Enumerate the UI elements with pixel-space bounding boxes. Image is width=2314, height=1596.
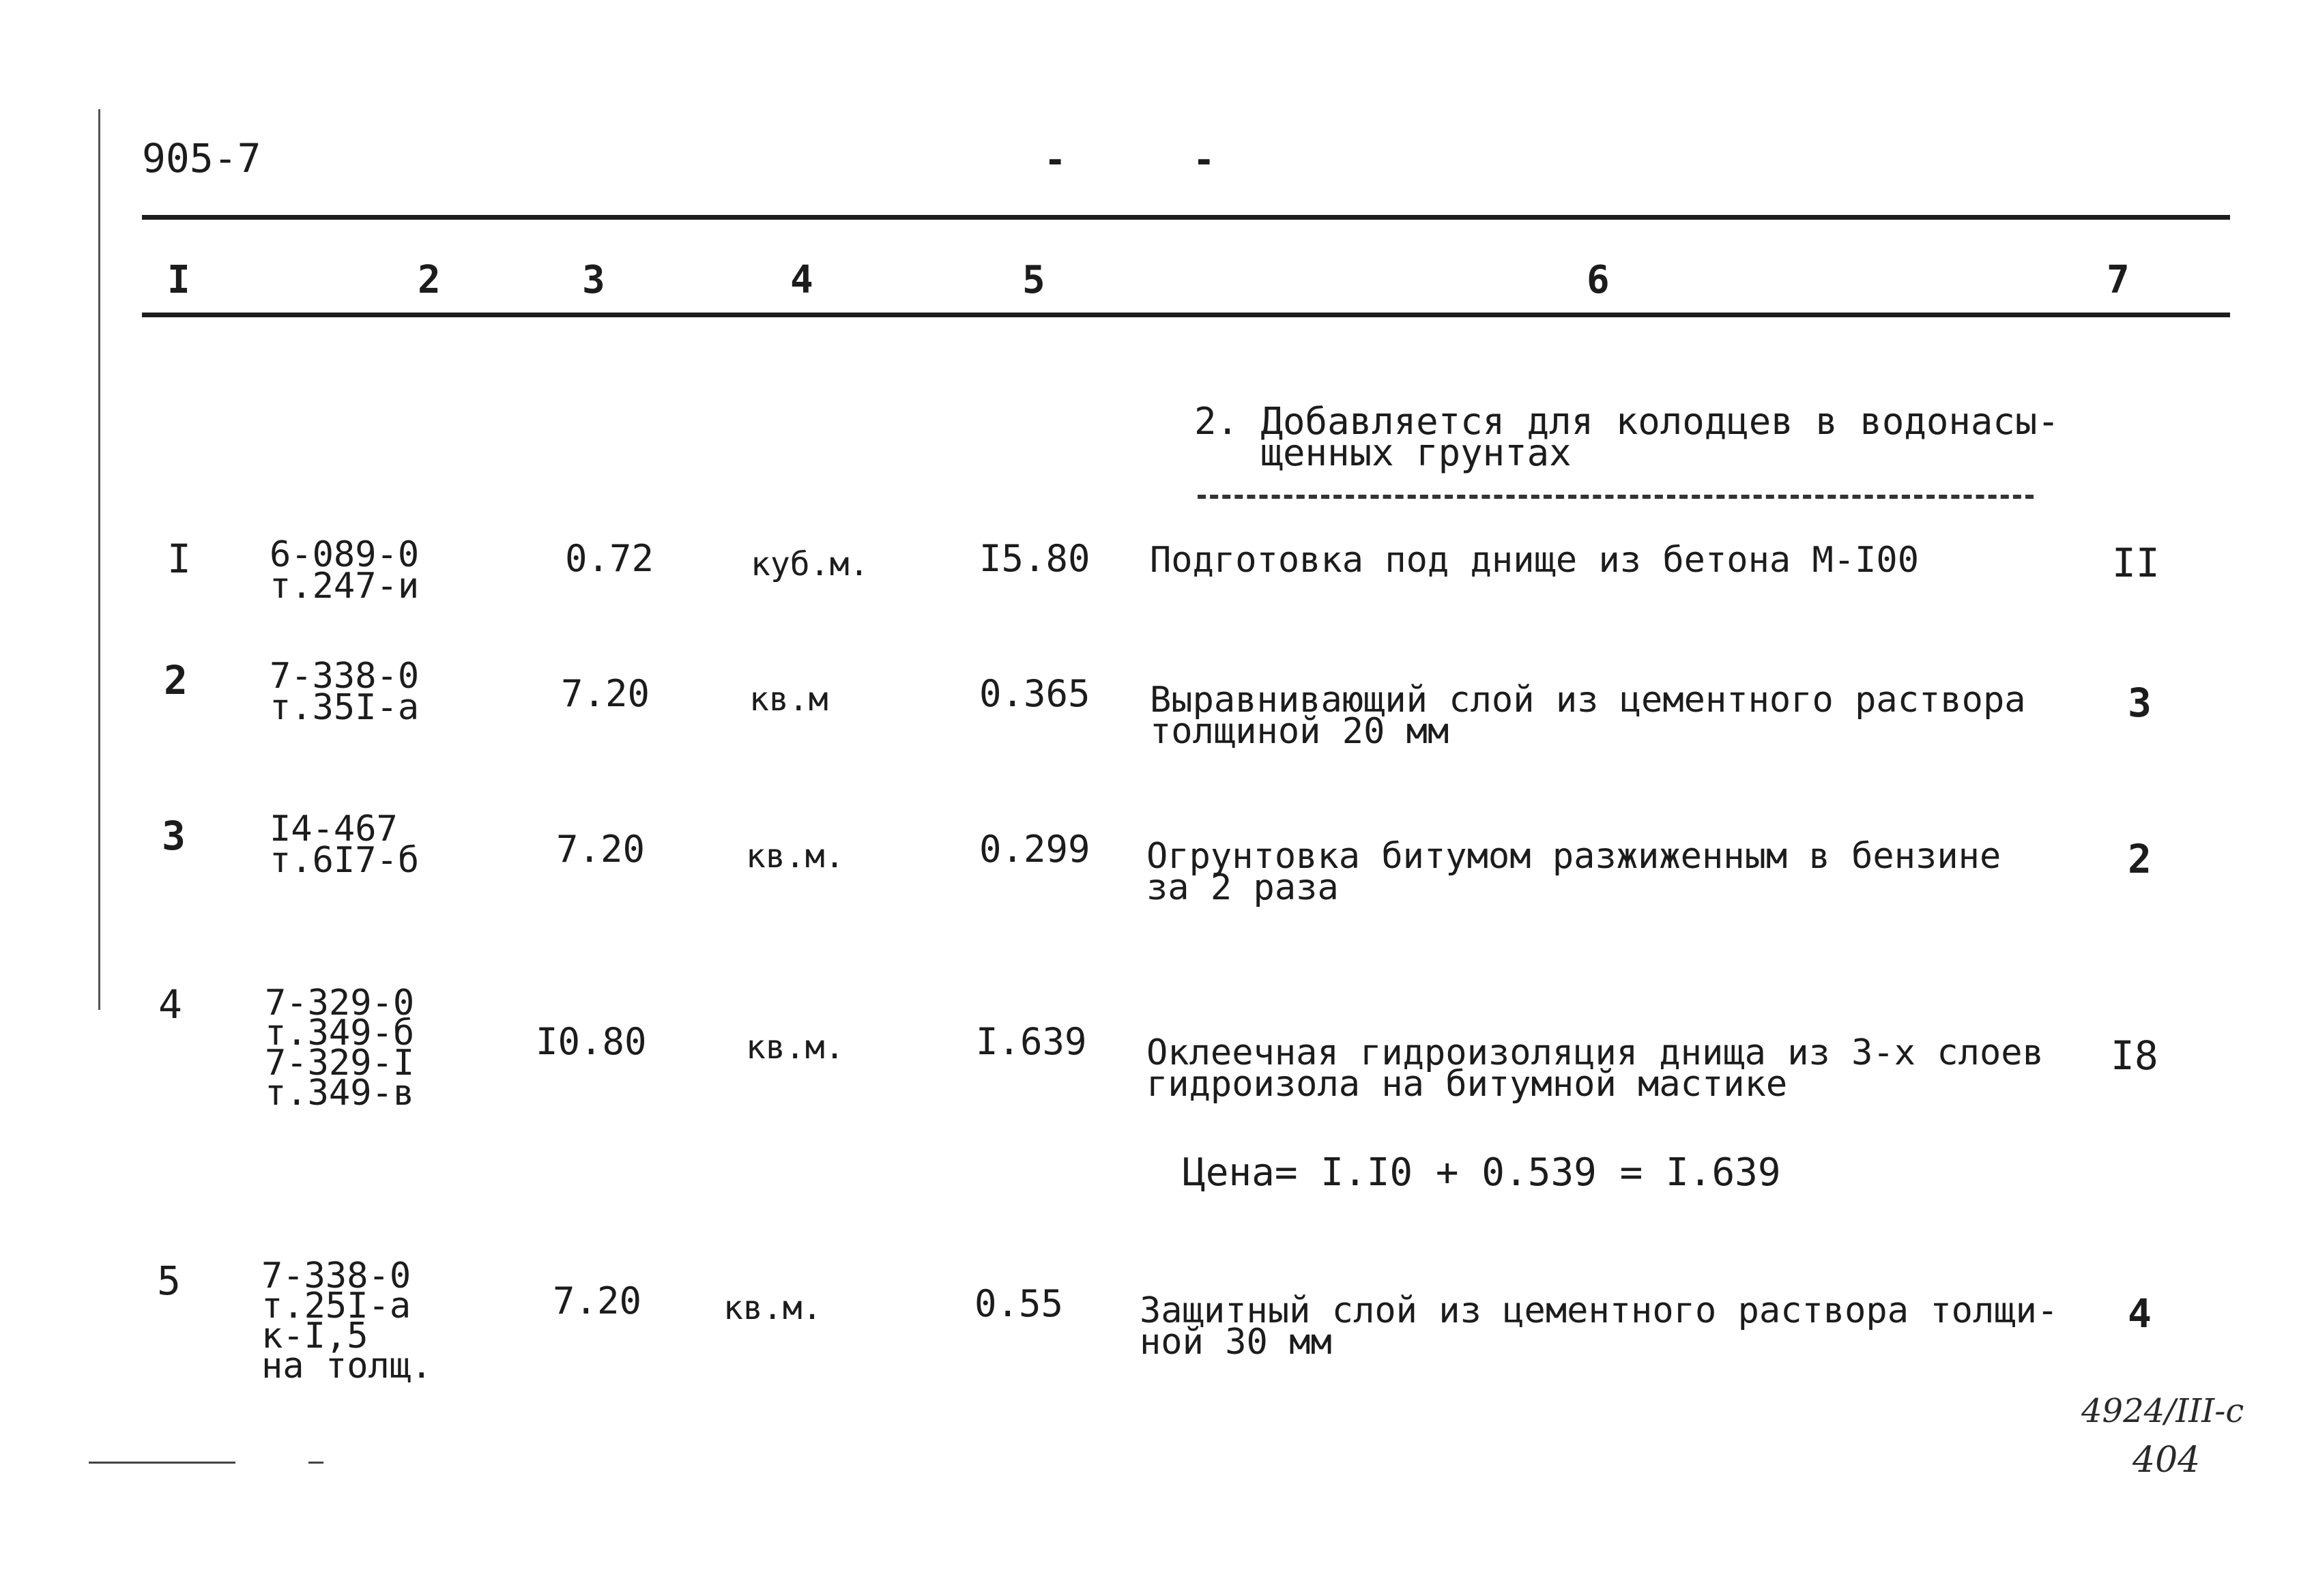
col-header-2: 2 — [418, 258, 441, 302]
header-bottom-rule — [142, 313, 2230, 317]
row-unit: кв.м. — [723, 1289, 822, 1327]
binding-edge-line — [98, 109, 100, 1010]
price-formula: Цена= I.I0 + 0.539 = I.639 — [1183, 1150, 1781, 1195]
row-number: 4 — [158, 981, 182, 1028]
header-mark-1: - — [1044, 139, 1067, 182]
row-quantity: 7.20 — [553, 1279, 642, 1322]
col-header-7: 7 — [2107, 258, 2130, 302]
row-unit: кв.м — [749, 680, 828, 719]
row-quantity: I0.80 — [536, 1020, 647, 1063]
col-header-1: I — [167, 258, 190, 302]
section-title: 2. Добавляется для колодцев в водонасы- щенных грунтах — [1194, 400, 2059, 474]
col-header-3: 3 — [582, 258, 605, 302]
row-price: 0.365 — [979, 672, 1090, 715]
row-number: 5 — [157, 1258, 181, 1304]
header-top-rule — [142, 215, 2230, 220]
row-number: I — [167, 536, 191, 582]
row-code: 7-338-0 т.35I-а — [270, 656, 420, 728]
row-unit: куб.м. — [751, 545, 869, 583]
row-number: 2 — [164, 657, 188, 703]
row-code: 7-329-0 т.349-б 7-329-I т.349-в — [265, 983, 415, 1114]
row-col7: 2 — [2128, 836, 2152, 882]
row-col7: II — [2112, 540, 2160, 586]
col-header-4: 4 — [790, 258, 813, 302]
footer-short-rule — [89, 1462, 235, 1464]
handwritten-page-number: 404 — [2132, 1440, 2201, 1481]
row-quantity: 0.72 — [565, 537, 654, 580]
row-description: Оклеечная гидроизоляция днища из 3-х слоев гидроизола на битумной мастике — [1146, 1032, 2044, 1105]
row-col7: 3 — [2128, 680, 2152, 726]
row-unit: кв.м. — [746, 837, 845, 875]
row-description: Огрунтовка битумом разжиженным в бензине за 2 раза — [1146, 836, 2001, 908]
row-price: I.639 — [976, 1020, 1087, 1063]
row-unit: кв.м. — [746, 1028, 845, 1067]
handwritten-sheet-ref: 4924/III-c — [2081, 1392, 2244, 1430]
row-col7: 4 — [2128, 1290, 2152, 1337]
row-code: I4-467 т.6I7-б — [270, 809, 420, 881]
footer-tiny-rule — [308, 1462, 323, 1464]
row-col7: I8 — [2111, 1032, 2158, 1079]
row-price: I5.80 — [979, 537, 1090, 580]
row-code: 6-089-0 т.247-и — [270, 534, 420, 607]
row-price: 0.55 — [974, 1282, 1064, 1325]
row-code: 7-338-0 т.25I-а к-I,5 на толщ. — [261, 1256, 433, 1387]
col-header-5: 5 — [1022, 258, 1045, 302]
section-title-underline — [1198, 495, 2034, 499]
row-quantity: 7.20 — [556, 828, 646, 871]
row-quantity: 7.20 — [561, 672, 650, 715]
row-description: Подготовка под днище из бетона М-I00 — [1150, 540, 1920, 581]
col-header-6: 6 — [1587, 258, 1610, 302]
row-number: 3 — [162, 813, 186, 859]
row-description: Защитный слой из цементного раствора толщи- ной 30 мм — [1140, 1290, 2059, 1363]
row-price: 0.299 — [979, 828, 1090, 871]
row-description: Выравнивающий слой из цементного раствора толщиной 20 мм — [1150, 680, 2026, 752]
header-mark-2: - — [1193, 139, 1215, 182]
document-code: 905-7 — [142, 135, 261, 182]
